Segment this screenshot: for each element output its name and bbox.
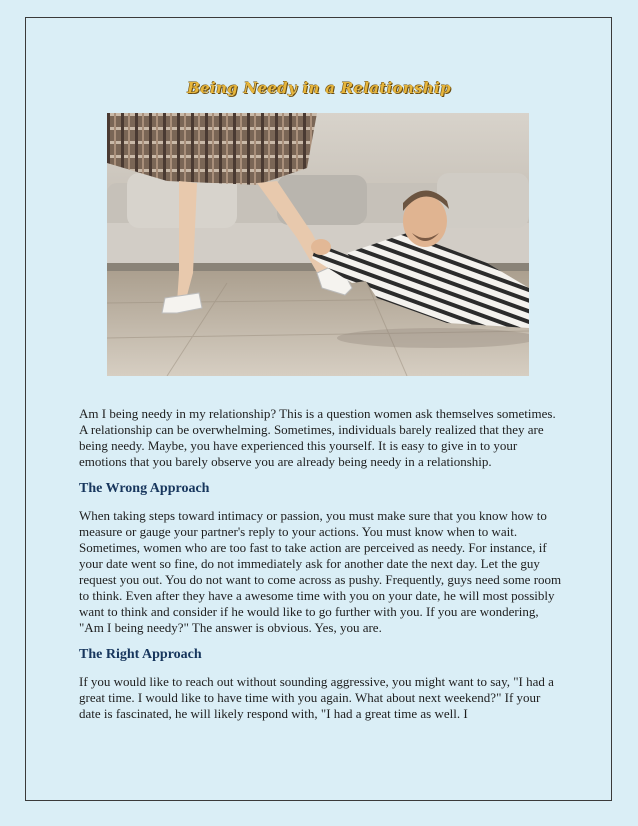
intro-paragraph: Am I being needy in my relationship? This is a question women ask themselves sometimes. A relationship can be overwhelming. Sometimes, individuals barely realized that they are being needy. Maybe, you have experienced this yourself. It is easy to give in to your emotions that you barely observe you are already being needy in a relationship. bbox=[79, 406, 556, 469]
photo-couple-icon bbox=[107, 113, 529, 376]
page-title: Being Needy in a Relationship bbox=[187, 79, 451, 97]
wrong-approach-paragraph: When taking steps toward intimacy or passion, you must make sure that you know how to measure or gauge your partner's reply to your actions. You must know when to wait. Sometimes, women who are too fast to take action are perceived as needy. For instance, if your date went so fine, do not immediately ask for another date the next day. Let the guy request you out. You do not want to come across as pushy. Frequently, guys need some room to think. Even after they have a awesome time with you on your date, he will most possibly want to think and consider if he would like to go further with you. If you are wondering, "Am I being needy?" The answer is obvious. Yes, you are. bbox=[79, 508, 562, 635]
article-photo bbox=[107, 113, 529, 376]
heading-wrong-approach: The Wrong Approach bbox=[79, 481, 210, 496]
article-body bbox=[79, 406, 564, 732]
right-approach-paragraph: If you would like to reach out without sounding aggressive, you might want to say, "I had a great time. I would like to have time with you again. What about next weekend?" If your date is fascinated, he will likely respond with, "I had a great time as well. I bbox=[79, 674, 554, 721]
heading-right-approach: The Right Approach bbox=[79, 647, 202, 662]
